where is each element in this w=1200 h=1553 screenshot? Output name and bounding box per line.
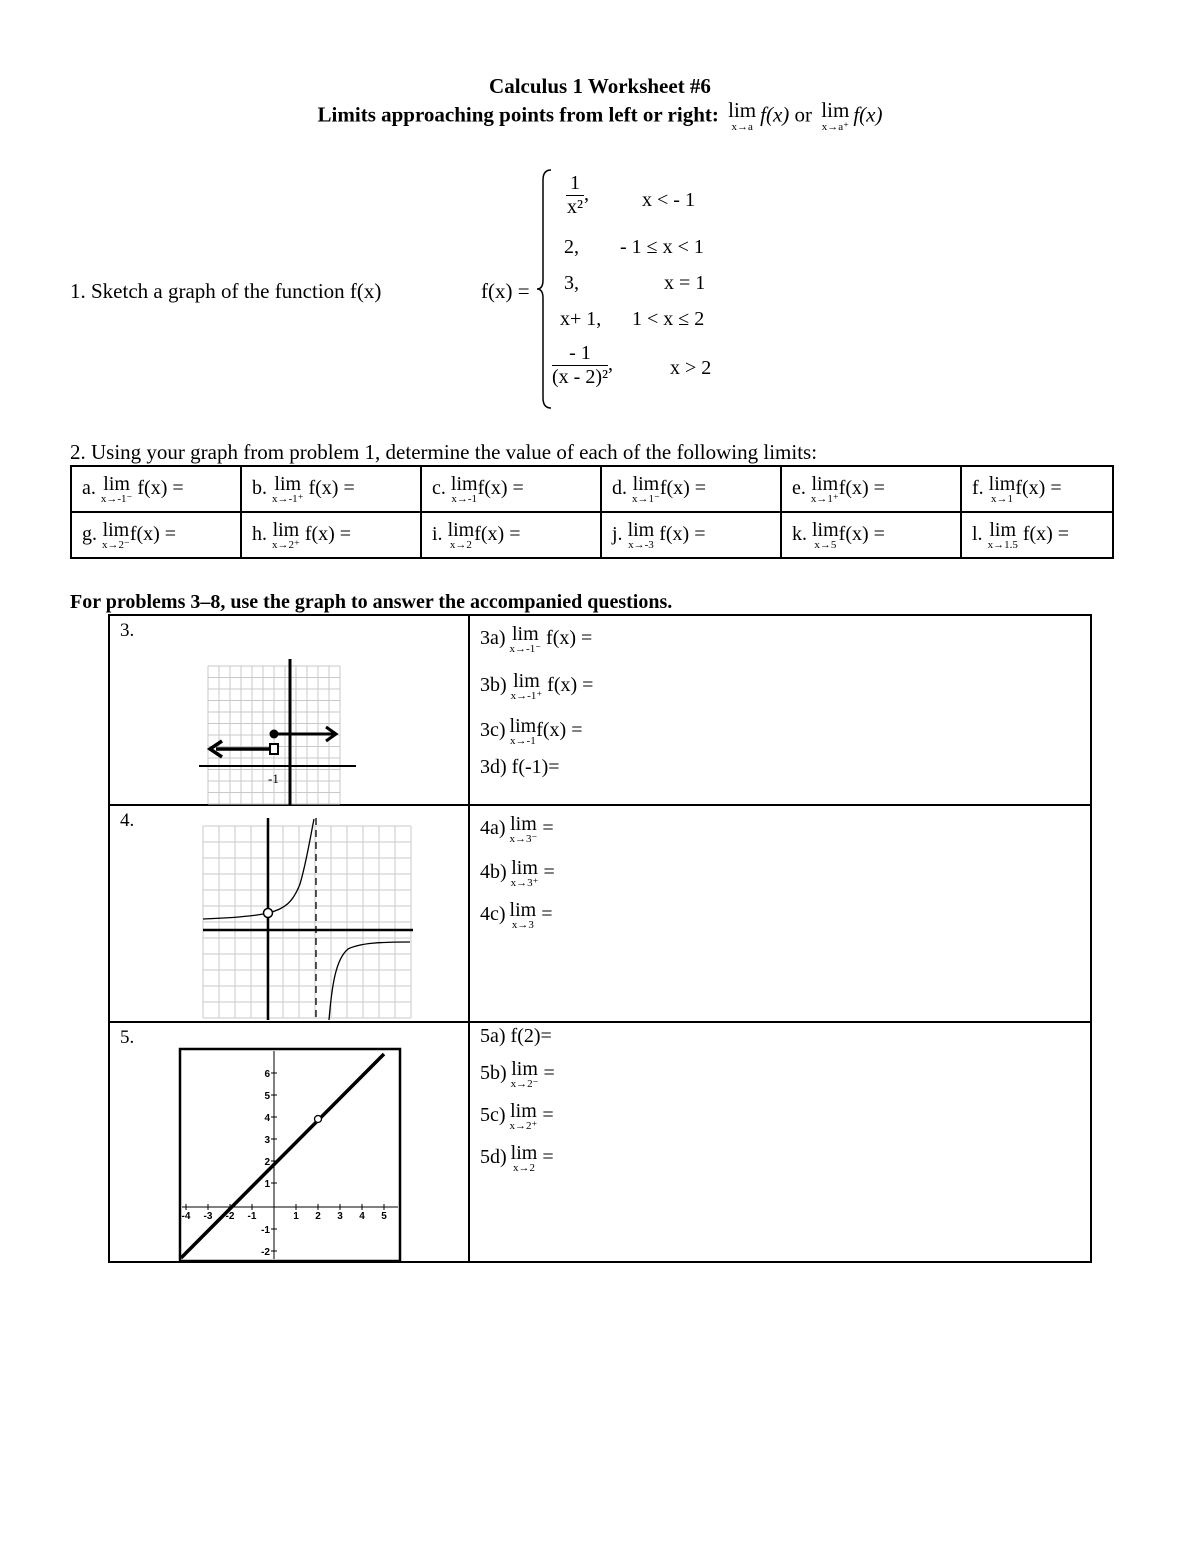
limit-cell-i[interactable]: i. lim x→2 f(x) = bbox=[421, 512, 601, 558]
problem-1-prompt: 1. Sketch a graph of the function f(x) bbox=[70, 279, 382, 303]
limit-cell-b[interactable]: b. lim x→-1⁺ f(x) = bbox=[241, 466, 421, 512]
worksheet-title: Calculus 1 Worksheet #6 bbox=[489, 74, 711, 98]
y-tick-label: 3 bbox=[264, 1135, 270, 1146]
y-tick-label: 1 bbox=[264, 1179, 270, 1190]
y-tick-label: 4 bbox=[264, 1113, 270, 1124]
table-row bbox=[71, 512, 1113, 558]
left-branch bbox=[203, 819, 314, 919]
limit-cell-f[interactable]: f. lim x→1 f(x) = bbox=[961, 466, 1113, 512]
subtitle-text: Limits approaching points from left or right: bbox=[317, 102, 719, 127]
axis-label: -1 bbox=[268, 771, 279, 786]
case-5: $\frac{- 1}{\text{(x - 2)²}}$ , bbox=[552, 342, 613, 388]
x-tick-label: 2 bbox=[315, 1211, 321, 1222]
limit-cell-e[interactable]: e. lim x→1⁺ f(x) = bbox=[781, 466, 961, 512]
case-4-condition: 1 < x ≤ 2 bbox=[632, 308, 705, 330]
problem-5-questions bbox=[469, 1022, 1091, 1262]
case-2: 2, bbox=[564, 236, 579, 258]
question-3c[interactable]: 3c) lim x→-1 f(x) = bbox=[480, 715, 583, 747]
piecewise-label: f(x) = bbox=[481, 279, 530, 303]
problem-5-graph bbox=[178, 1047, 404, 1263]
x-tick-label: 5 bbox=[381, 1211, 387, 1222]
x-tick-label: 1 bbox=[293, 1211, 299, 1222]
limit-cell-c[interactable]: c. lim x→-1 f(x) = bbox=[421, 466, 601, 512]
worksheet-subtitle bbox=[0, 100, 1200, 133]
graph-frame bbox=[180, 1049, 400, 1261]
y-tick-label: -1 bbox=[261, 1225, 270, 1236]
case-3-condition: x = 1 bbox=[664, 272, 706, 294]
question-3a[interactable]: 3a) lim x→-1⁻ f(x) = bbox=[480, 623, 593, 655]
case-1: $\frac{1}{\text{x²}}$ , bbox=[567, 172, 589, 218]
lim-left: lim x→a bbox=[728, 98, 757, 133]
question-5b[interactable]: 5b) lim x→2⁻ = bbox=[480, 1058, 555, 1090]
problem-5-number: 5. bbox=[120, 1027, 135, 1048]
limit-cell-k[interactable]: k. lim x→5 f(x) = bbox=[781, 512, 961, 558]
case-1-condition: x < - 1 bbox=[642, 189, 695, 211]
limit-cell-j[interactable]: j. lim x→-3 f(x) = bbox=[601, 512, 781, 558]
subtitle-or: or bbox=[794, 102, 813, 127]
open-point bbox=[270, 744, 278, 754]
table-row bbox=[71, 466, 1113, 512]
question-4c[interactable]: 4c) lim x→3 = bbox=[480, 899, 553, 931]
question-4a[interactable]: 4a) lim x→3⁻ = bbox=[480, 813, 554, 845]
question-5d[interactable]: 5d) lim x→2 = bbox=[480, 1142, 554, 1174]
x-tick-label: 4 bbox=[359, 1211, 365, 1222]
case-3: 3, bbox=[564, 272, 579, 294]
problem-4-graph bbox=[200, 814, 416, 1020]
table-row bbox=[109, 805, 1091, 1022]
problem-5-graph-cell bbox=[109, 1022, 469, 1262]
limit-cell-d[interactable]: d. lim x→1⁻ f(x) = bbox=[601, 466, 781, 512]
problems-header: For problems 3–8, use the graph to answer the accompanied questions. bbox=[70, 591, 673, 613]
table-row bbox=[109, 1022, 1091, 1262]
y-tick-label: 5 bbox=[264, 1091, 270, 1102]
limit-cell-g[interactable]: g. lim x→2⁻ f(x) = bbox=[71, 512, 241, 558]
subtitle-f2: f(x) bbox=[853, 102, 883, 127]
x-tick-label: -3 bbox=[203, 1211, 213, 1222]
table-row bbox=[109, 615, 1091, 805]
y-tick-label: 6 bbox=[264, 1069, 270, 1080]
limits-table bbox=[70, 465, 1114, 559]
case-4: x+ 1, bbox=[560, 308, 602, 330]
y-tick-label: 2 bbox=[264, 1157, 270, 1168]
lim-right: lim x→a⁺ bbox=[821, 98, 850, 133]
problem-4-number: 4. bbox=[120, 810, 135, 831]
problem-3-number: 3. bbox=[120, 620, 135, 641]
question-5c[interactable]: 5c) lim x→2⁺ = bbox=[480, 1100, 554, 1132]
limit-cell-h[interactable]: h. lim x→2⁺ f(x) = bbox=[241, 512, 421, 558]
limit-cell-l[interactable]: l. lim x→1.5 f(x) = bbox=[961, 512, 1113, 558]
problem-3-graph bbox=[196, 656, 366, 806]
open-point bbox=[264, 909, 273, 918]
open-point bbox=[315, 1116, 322, 1123]
problem-4-graph-cell bbox=[109, 805, 469, 1022]
x-tick-label: -4 bbox=[181, 1211, 191, 1222]
problem-2-prompt: 2. Using your graph from problem 1, determine the value of each of the following limits: bbox=[70, 440, 818, 464]
subtitle-f1: f(x) bbox=[760, 102, 790, 127]
question-5a[interactable]: 5a) f(2)= bbox=[480, 1025, 552, 1047]
graph-problems-table bbox=[108, 614, 1092, 1263]
closed-point bbox=[270, 730, 279, 739]
case-2-condition: - 1 ≤ x < 1 bbox=[620, 236, 704, 258]
problem-4-questions bbox=[469, 805, 1091, 1022]
problem-3-questions bbox=[469, 615, 1091, 805]
question-4b[interactable]: 4b) lim x→3⁺ = bbox=[480, 857, 555, 889]
question-3b[interactable]: 3b) lim x→-1⁺ f(x) = bbox=[480, 670, 594, 702]
case-5-condition: x > 2 bbox=[670, 357, 712, 379]
x-tick-label: 3 bbox=[337, 1211, 343, 1222]
x-tick-label: -2 bbox=[225, 1211, 235, 1222]
question-3d[interactable]: 3d) f(-1)= bbox=[480, 756, 560, 778]
limit-cell-a[interactable]: a. lim x→-1⁻ f(x) = bbox=[71, 466, 241, 512]
y-tick-label: -2 bbox=[261, 1247, 270, 1258]
problem-3-graph-cell bbox=[109, 615, 469, 805]
x-tick-label: -1 bbox=[247, 1211, 257, 1222]
